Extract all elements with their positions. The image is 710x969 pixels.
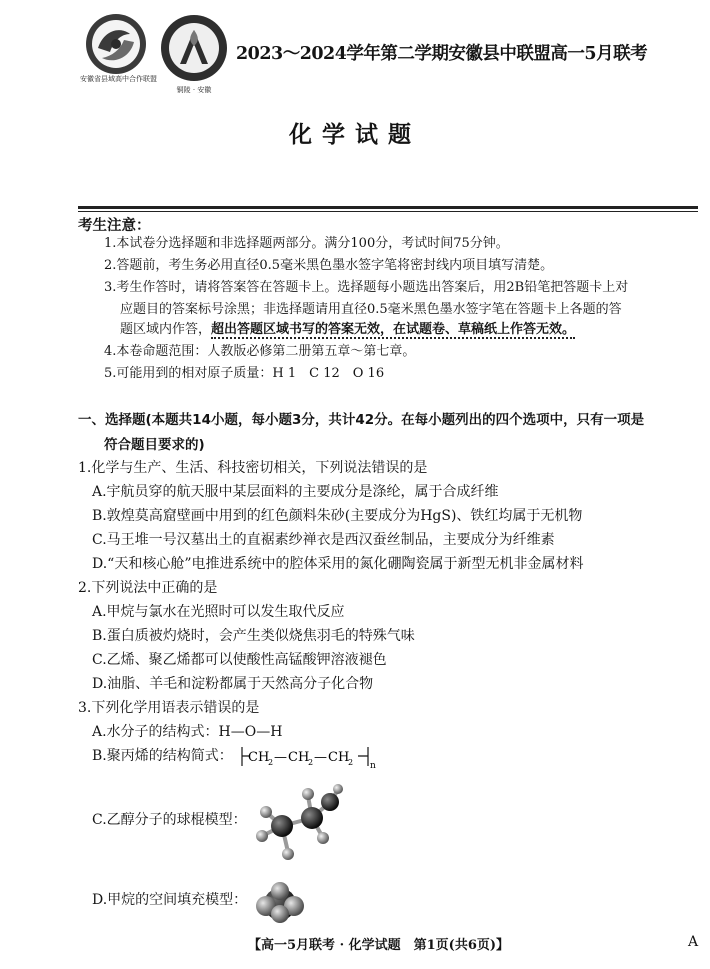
alliance-logo-caption: 安徽省县域高中合作联盟 [80, 75, 157, 83]
formula-dash-1: — [274, 750, 287, 765]
section1-heading-cont: 符合题目要求的) [104, 437, 205, 453]
question-2-option-c: C.乙烯、聚乙烯都可以使酸性高锰酸钾溶液褪色 [92, 652, 387, 668]
torch-emblem-icon [158, 12, 230, 84]
formula-unit-2: CH [288, 750, 310, 765]
formula-sub-3: 2 [348, 758, 354, 767]
note-item-3: 3.考生作答时，请将答案答在答题卡上。选择题每小题选出答案后，用2B铅笔把答题卡上对 [104, 280, 629, 295]
note-item-1: 1.本试卷分选择题和非选择题两部分。满分100分，考试时间75分钟。 [104, 236, 509, 251]
exam-header-title: 2023～2024学年第二学期安徽县中联盟高一5月联考 [236, 44, 648, 64]
paper-version-letter: A [688, 934, 699, 950]
question-3-option-b: B.聚丙烯的结构简式： [92, 748, 233, 764]
question-1-option-a: A.宇航员穿的航天服中某层面料的主要成分是涤纶，属于合成纤维 [92, 484, 499, 500]
question-1-option-b: B.敦煌莫高窟壁画中用到的红色颜料朱砂(主要成分为HgS)、铁红均属于无机物 [92, 508, 583, 524]
formula-unit-3: CH [328, 750, 350, 765]
formula-sub-2: 2 [308, 758, 314, 767]
note-item-3-cont: 应题目的答案标号涂黑；非选择题请用直径0.5毫米黑色墨水签字笔在答题卡上各题的答 [120, 302, 622, 317]
partner-logo-caption: 铜陵 · 安徽 [176, 86, 212, 94]
page-title: 化学试题 [289, 122, 421, 148]
page-footer: 【高一5月联考 · 化学试题 第1页(共6页)】 [248, 938, 510, 953]
question-3-option-c: C.乙醇分子的球棍模型： [92, 812, 247, 828]
header-rule-thin [78, 211, 698, 212]
formula-dash-2: — [314, 750, 327, 765]
note-item-3-tail: 题区域内作答， [120, 322, 212, 337]
notes-heading: 考生注意： [78, 218, 151, 234]
question-2-option-d: D.油脂、羊毛和淀粉都属于天然高分子化合物 [92, 676, 374, 692]
header-rule-thick [78, 206, 698, 209]
section1-heading: 一、选择题(本题共14小题，每小题3分，共计42分。在每小题列出的四个选项中，只有一项是 [78, 412, 645, 428]
question-3-stem: 3.下列化学用语表示错误的是 [78, 700, 260, 716]
note-item-5: 5.可能用到的相对原子质量：H 1 C 12 O 16 [104, 366, 385, 381]
question-1-option-c: C.马王堆一号汉墓出土的直裾素纱禅衣是西汉蚕丝制品，主要成分为纤维素 [92, 532, 555, 548]
note-item-2: 2.答题前，考生务必用直径0.5毫米黑色墨水签字笔将密封线内项目填写清楚。 [104, 258, 554, 273]
note-emphasis: 超出答题区域书写的答案无效，在试题卷、草稿纸上作答无效。 [211, 322, 576, 337]
alliance-logo [80, 12, 157, 84]
ethanol-ball-stick-model [252, 778, 348, 870]
methane-space-filling-model [252, 880, 308, 924]
formula-unit-1: CH [248, 750, 270, 765]
formula-repeat-n: n [370, 761, 376, 771]
formula-sub-1: 2 [268, 758, 274, 767]
question-1-stem: 1.化学与生产、生活、科技密切相关，下列说法错误的是 [78, 460, 428, 476]
note-item-4: 4.本卷命题范围：人教版必修第二册第五章～第七章。 [104, 344, 416, 359]
partner-logo [158, 12, 230, 96]
question-1-option-d: D.“天和核心舱”电推进系统中的腔体采用的氮化硼陶瓷属于新型无机非金属材料 [92, 556, 584, 572]
question-3-option-d: D.甲烷的空间填充模型： [92, 892, 248, 908]
question-3-option-a: A.水分子的结构式：H—O—H [92, 724, 283, 740]
question-2-stem: 2.下列说法中正确的是 [78, 580, 218, 596]
question-2-option-b: B.蛋白质被灼烧时，会产生类似烧焦羽毛的特殊气味 [92, 628, 415, 644]
question-2-option-a: A.甲烷与氯水在光照时可以发生取代反应 [92, 604, 345, 620]
note-item-3-end [120, 320, 575, 340]
polymer-formula [236, 742, 386, 772]
